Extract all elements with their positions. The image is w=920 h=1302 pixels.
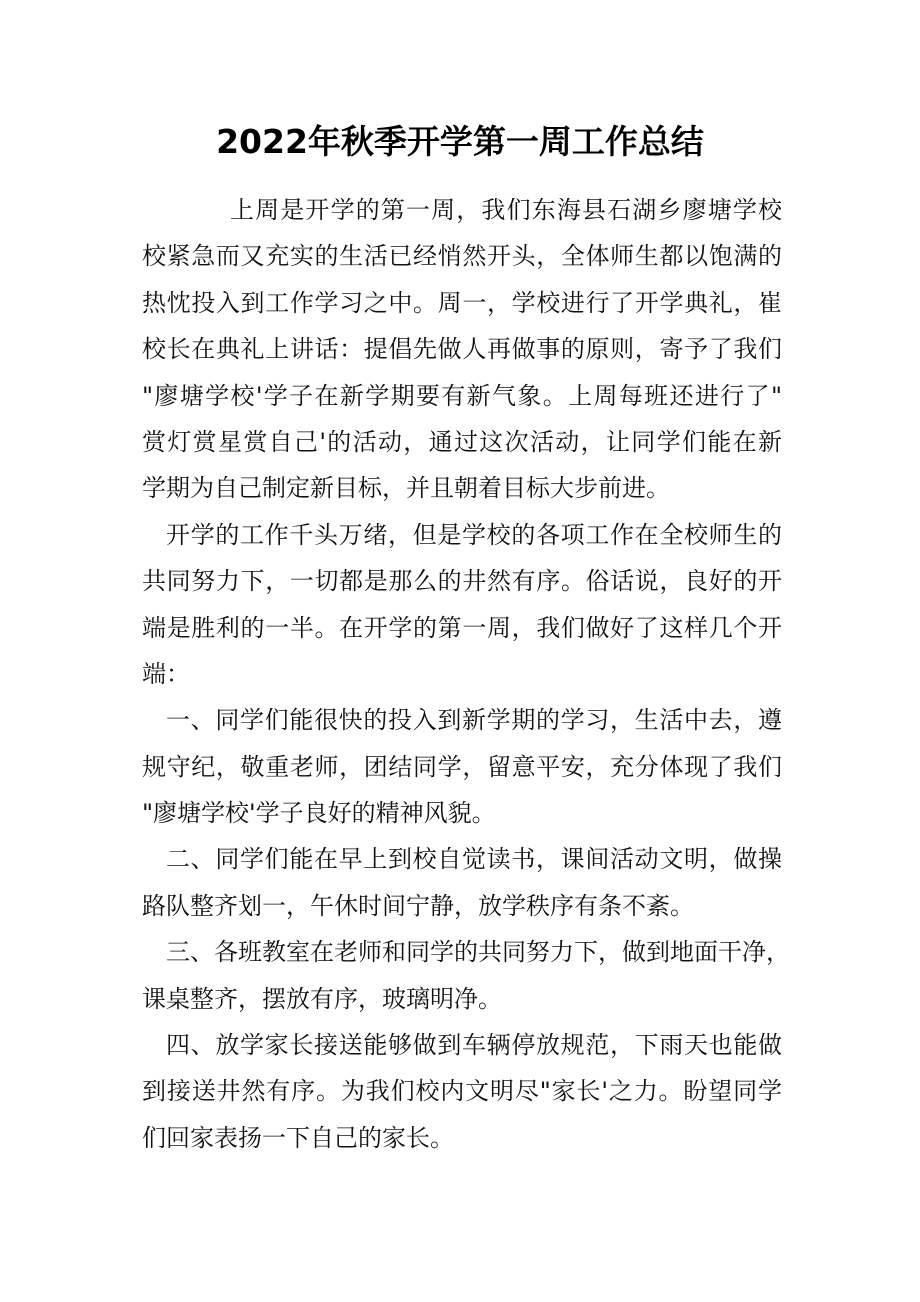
paragraph-item-1 <box>142 697 782 836</box>
text-line: 热忱投入到工作学习之中。周一，学校进行了开学典礼，崔 <box>142 288 782 317</box>
text-line: 规守纪，敬重老师，团结同学，留意平安，充分体现了我们 <box>142 752 782 781</box>
document-body <box>142 187 790 1161</box>
text-line: 端是胜利的一半。在开学的第一周，我们做好了这样几个开 <box>142 613 782 642</box>
text-line: 共同努力下，一切都是那么的井然有序。俗话说，良好的开 <box>142 567 782 596</box>
text-line: "廖塘学校'学子良好的精神风貌。 <box>142 799 496 828</box>
text-line: 四、放学家长接送能够做到车辆停放规范，下雨天也能做 <box>166 1031 782 1060</box>
paragraph-item-3 <box>142 929 790 1022</box>
text-line: 端： <box>142 659 190 688</box>
text-line: 一、同学们能很快的投入到新学期的学习，生活中去，遵 <box>166 706 782 735</box>
paragraph-overview <box>142 512 782 698</box>
text-line: "廖塘学校'学子在新学期要有新气象。上周每班还进行了" <box>142 381 782 410</box>
paragraph-item-4 <box>142 1022 782 1161</box>
text-line: 路队整齐划一，午休时间宁静，放学秩序有条不紊。 <box>142 891 694 920</box>
text-line: 学期为自己制定新目标，并且朝着目标大步前进。 <box>142 474 670 503</box>
text-line: 开学的工作千头万绪，但是学校的各项工作在全校师生的 <box>166 520 782 549</box>
paragraph-item-2 <box>142 836 782 929</box>
text-line: 三、各班教室在老师和同学的共同努力下，做到地面干净， <box>166 938 790 967</box>
text-line: 们回家表扬一下自己的家长。 <box>142 1123 454 1152</box>
text-line: 二、同学们能在早上到校自觉读书，课间活动文明，做操 <box>166 845 782 874</box>
document-title: 2022年秋季开学第一周工作总结 <box>216 122 704 161</box>
text-line: 赏灯赏星赏自己'的活动，通过这次活动，让同学们能在新 <box>142 427 782 456</box>
text-line: 课桌整齐，摆放有序，玻璃明净。 <box>142 984 502 1013</box>
text-line: 上周是开学的第一周，我们东海县石湖乡廖塘学校 <box>230 196 782 224</box>
text-line: 到接送井然有序。为我们校内文明尽"家长'之力。盼望同学 <box>142 1077 782 1106</box>
paragraph-intro <box>142 187 782 512</box>
text-line: 校紧急而又充实的生活已经悄然开头，全体师生都以饱满的 <box>142 242 782 271</box>
text-line: 校长在典礼上讲话：提倡先做人再做事的原则，寄予了我们 <box>142 335 782 364</box>
